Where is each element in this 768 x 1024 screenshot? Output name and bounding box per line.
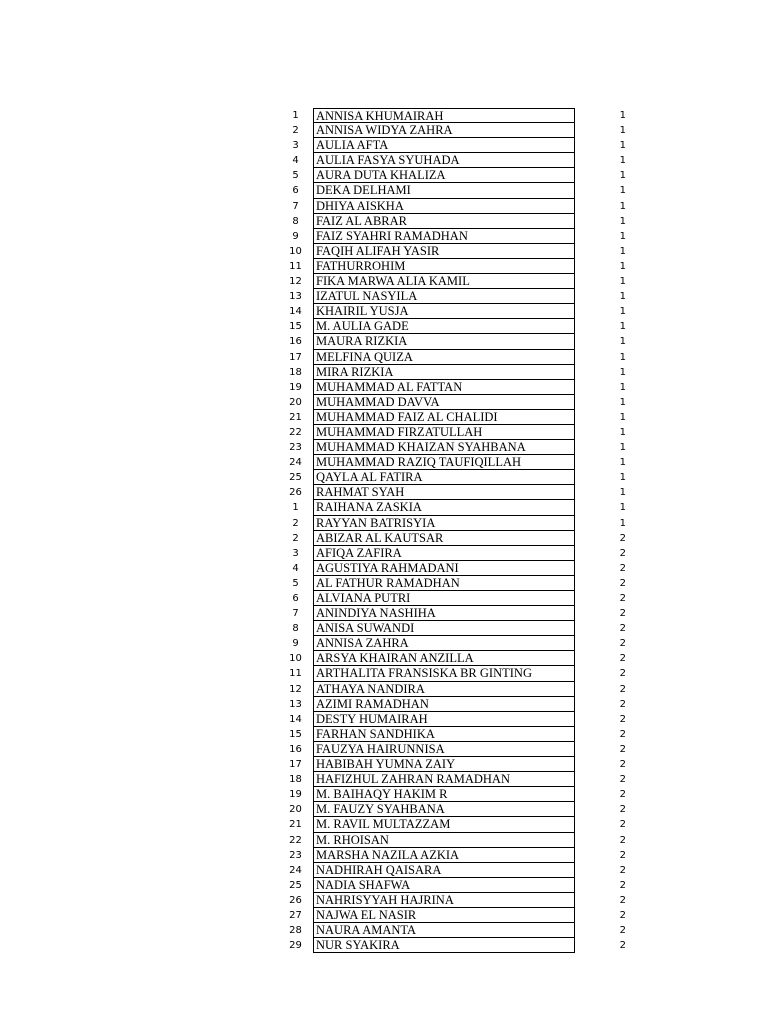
table-row (278, 168, 638, 183)
group-number: 2 (619, 608, 626, 620)
student-list-table (278, 108, 638, 953)
group-number: 2 (619, 879, 626, 891)
table-row (278, 893, 638, 908)
group-number: 1 (619, 155, 626, 167)
student-name: MUHAMMAD RAZIQ TAUFIQILLAH (313, 455, 575, 470)
row-number: 15 (289, 728, 302, 740)
student-name: ARSYA KHAIRAN ANZILLA (313, 651, 575, 666)
group-number: 2 (619, 774, 626, 786)
row-number: 17 (289, 351, 302, 363)
row-number: 11 (289, 260, 302, 272)
row-number: 24 (289, 457, 302, 469)
table-row (278, 425, 638, 440)
table-row (278, 878, 638, 893)
row-number: 5 (292, 577, 299, 589)
row-number: 25 (289, 472, 302, 484)
student-name: ATHAYA NANDIRA (313, 682, 575, 697)
group-number: 1 (619, 351, 626, 363)
table-row (278, 923, 638, 938)
group-number: 2 (619, 577, 626, 589)
group-number: 1 (619, 140, 626, 152)
student-name: MARSHA NAZILA AZKIA (313, 848, 575, 863)
group-number: 2 (619, 834, 626, 846)
row-number: 21 (289, 819, 302, 831)
group-number: 2 (619, 849, 626, 861)
row-number: 24 (289, 864, 302, 876)
table-row (278, 546, 638, 561)
table-row (278, 772, 638, 787)
group-number: 2 (619, 547, 626, 559)
group-number: 2 (619, 925, 626, 937)
student-name: HABIBAH YUMNA ZAIY (313, 757, 575, 772)
row-number: 18 (289, 774, 302, 786)
table-row (278, 531, 638, 546)
table-row (278, 244, 638, 259)
group-number: 1 (619, 170, 626, 182)
student-name: ARTHALITA FRANSISKA BR GINTING (313, 666, 575, 681)
row-number: 14 (289, 713, 302, 725)
group-number: 1 (619, 487, 626, 499)
row-number: 22 (289, 834, 302, 846)
student-name: M. AULIA GADE (313, 319, 575, 334)
student-name: AULIA AFTA (313, 138, 575, 153)
row-number: 3 (292, 140, 299, 152)
group-number: 2 (619, 593, 626, 604)
group-number: 2 (619, 683, 626, 695)
row-number: 12 (289, 276, 302, 288)
student-name: M. FAUZY SYAHBANA (313, 802, 575, 817)
student-name: NADHIRAH QAISARA (313, 863, 575, 878)
group-number: 1 (619, 110, 626, 121)
row-number: 11 (289, 668, 302, 680)
student-name: MUHAMMAD AL FATTAN (313, 380, 575, 395)
table-row (278, 863, 638, 878)
group-number: 1 (619, 185, 626, 197)
row-number: 23 (289, 442, 302, 454)
table-row (278, 651, 638, 666)
row-number: 20 (289, 804, 302, 816)
table-row (278, 470, 638, 485)
group-number: 1 (619, 366, 626, 378)
row-number: 12 (289, 683, 302, 695)
row-number: 10 (289, 653, 302, 665)
row-number: 6 (292, 185, 299, 197)
group-number: 2 (619, 759, 626, 771)
student-name: RAIHANA ZASKIA (313, 500, 575, 515)
student-name: NAHRISYYAH HAJRINA (313, 893, 575, 908)
group-number: 2 (619, 532, 626, 544)
row-number: 19 (289, 381, 302, 393)
row-number: 4 (292, 562, 299, 574)
table-row (278, 833, 638, 848)
group-number: 2 (619, 562, 626, 574)
student-name: FAIZ AL ABRAR (313, 214, 575, 229)
group-number: 1 (619, 336, 626, 348)
table-row (278, 848, 638, 863)
student-name: MUHAMMAD FAIZ AL CHALIDI (313, 410, 575, 425)
table-row (278, 561, 638, 576)
table-row (278, 621, 638, 636)
table-row (278, 289, 638, 304)
student-name: AULIA FASYA SYUHADA (313, 153, 575, 168)
table-row (278, 591, 638, 606)
student-name: NADIA SHAFWA (313, 878, 575, 893)
group-number: 1 (619, 457, 626, 469)
group-number: 1 (619, 306, 626, 318)
row-number: 3 (292, 547, 299, 559)
group-number: 2 (619, 623, 626, 635)
row-number: 13 (289, 698, 302, 710)
group-number: 1 (619, 291, 626, 303)
table-row (278, 757, 638, 772)
row-number: 25 (289, 879, 302, 891)
row-number: 7 (292, 200, 299, 212)
row-number: 16 (289, 743, 302, 755)
row-number: 26 (289, 487, 302, 499)
group-number: 2 (619, 698, 626, 710)
row-number: 20 (289, 396, 302, 408)
table-row (278, 817, 638, 832)
table-row (278, 183, 638, 198)
group-number: 1 (619, 426, 626, 438)
group-number: 1 (619, 396, 626, 408)
group-number: 2 (619, 804, 626, 816)
student-name: DHIYA AISKHA (313, 199, 575, 214)
student-name: M. RHOISAN (313, 833, 575, 848)
row-number: 8 (292, 215, 299, 227)
student-name: FAUZYA HAIRUNNISA (313, 742, 575, 757)
student-name: M. RAVIL MULTAZZAM (313, 817, 575, 832)
group-number: 2 (619, 728, 626, 740)
student-name: NUR SYAKIRA (313, 938, 575, 953)
row-number: 23 (289, 849, 302, 861)
group-number: 2 (619, 864, 626, 876)
row-number: 16 (289, 336, 302, 348)
student-name: QAYLA AL FATIRA (313, 470, 575, 485)
student-name: IZATUL NASYILA (313, 289, 575, 304)
table-row (278, 365, 638, 380)
group-number: 1 (619, 472, 626, 484)
student-name: NAJWA EL NASIR (313, 908, 575, 923)
student-name: HAFIZHUL ZAHRAN RAMADHAN (313, 772, 575, 787)
student-name: FARHAN SANDHIKA (313, 727, 575, 742)
row-number: 14 (289, 306, 302, 318)
table-row (278, 682, 638, 697)
row-number: 17 (289, 759, 302, 771)
table-row (278, 123, 638, 138)
table-row (278, 666, 638, 681)
student-name: FIKA MARWA ALIA KAMIL (313, 274, 575, 289)
row-number: 6 (292, 593, 299, 604)
group-number: 2 (619, 940, 626, 952)
student-name: M. BAIHAQY HAKIM R (313, 787, 575, 802)
student-name: MUHAMMAD FIRZATULLAH (313, 425, 575, 440)
student-name: ANNISA KHUMAIRAH (313, 108, 575, 123)
row-number: 2 (292, 517, 299, 529)
student-name: FAIZ SYAHRI RAMADHAN (313, 229, 575, 244)
student-name: AFIQA ZAFIRA (313, 546, 575, 561)
table-row (278, 516, 638, 531)
group-number: 2 (619, 653, 626, 665)
group-number: 1 (619, 125, 626, 137)
table-row (278, 274, 638, 289)
student-name: NAURA AMANTA (313, 923, 575, 938)
student-name: DEKA DELHAMI (313, 183, 575, 198)
student-name: ANNISA WIDYA ZAHRA (313, 123, 575, 138)
group-number: 1 (619, 200, 626, 212)
row-number: 7 (292, 608, 299, 620)
row-number: 13 (289, 291, 302, 303)
table-row (278, 108, 638, 123)
table-row (278, 199, 638, 214)
table-row (278, 259, 638, 274)
row-number: 2 (292, 532, 299, 544)
table-row (278, 334, 638, 349)
table-row (278, 395, 638, 410)
table-row (278, 455, 638, 470)
student-name: ALVIANA PUTRI (313, 591, 575, 606)
row-number: 15 (289, 321, 302, 333)
student-name: MUHAMMAD KHAIZAN SYAHBANA (313, 440, 575, 455)
group-number: 1 (619, 230, 626, 242)
row-number: 9 (292, 638, 299, 650)
row-number: 19 (289, 789, 302, 801)
student-name: AURA DUTA KHALIZA (313, 168, 575, 183)
table-row (278, 350, 638, 365)
row-number: 29 (289, 940, 302, 952)
group-number: 2 (619, 894, 626, 906)
student-name: MIRA RIZKIA (313, 365, 575, 380)
table-row (278, 787, 638, 802)
group-number: 2 (619, 713, 626, 725)
table-row (278, 938, 638, 953)
row-number: 27 (289, 909, 302, 921)
row-number: 10 (289, 245, 302, 257)
table-row (278, 138, 638, 153)
student-name: ANINDIYA NASHIHA (313, 606, 575, 621)
table-row (278, 727, 638, 742)
row-number: 1 (292, 502, 299, 514)
row-number: 28 (289, 925, 302, 937)
table-row (278, 908, 638, 923)
table-row (278, 304, 638, 319)
group-number: 1 (619, 517, 626, 529)
table-row (278, 380, 638, 395)
table-row (278, 410, 638, 425)
table-row (278, 153, 638, 168)
group-number: 1 (619, 442, 626, 454)
table-row (278, 229, 638, 244)
student-name: ABIZAR AL KAUTSAR (313, 531, 575, 546)
student-name: AZIMI RAMADHAN (313, 697, 575, 712)
student-name: RAHMAT SYAH (313, 485, 575, 500)
group-number: 2 (619, 743, 626, 755)
group-number: 1 (619, 215, 626, 227)
table-row (278, 214, 638, 229)
table-row (278, 606, 638, 621)
row-number: 9 (292, 230, 299, 242)
table-row (278, 485, 638, 500)
student-name: MELFINA QUIZA (313, 350, 575, 365)
student-name: KHAIRIL YUSJA (313, 304, 575, 319)
student-name: AGUSTIYA RAHMADANI (313, 561, 575, 576)
student-name: MUHAMMAD DAVVA (313, 395, 575, 410)
group-number: 1 (619, 260, 626, 272)
row-number: 1 (292, 110, 299, 121)
table-row (278, 636, 638, 651)
student-name: FAQIH ALIFAH YASIR (313, 244, 575, 259)
table-row (278, 697, 638, 712)
table-row (278, 500, 638, 515)
group-number: 1 (619, 321, 626, 333)
group-number: 1 (619, 245, 626, 257)
row-number: 2 (292, 125, 299, 137)
group-number: 2 (619, 668, 626, 680)
row-number: 18 (289, 366, 302, 378)
table-row (278, 742, 638, 757)
table-row (278, 712, 638, 727)
group-number: 2 (619, 638, 626, 650)
table-row (278, 440, 638, 455)
row-number: 8 (292, 623, 299, 635)
table-row (278, 576, 638, 591)
group-number: 1 (619, 381, 626, 393)
group-number: 2 (619, 819, 626, 831)
group-number: 1 (619, 276, 626, 288)
group-number: 2 (619, 909, 626, 921)
row-number: 21 (289, 411, 302, 423)
row-number: 5 (292, 170, 299, 182)
row-number: 4 (292, 155, 299, 167)
group-number: 1 (619, 411, 626, 423)
table-row (278, 319, 638, 334)
student-name: ANNISA ZAHRA (313, 636, 575, 651)
table-row (278, 802, 638, 817)
student-name: MAURA RIZKIA (313, 334, 575, 349)
student-name: DESTY HUMAIRAH (313, 712, 575, 727)
student-name: ANISA SUWANDI (313, 621, 575, 636)
student-name: FATHURROHIM (313, 259, 575, 274)
student-name: AL FATHUR RAMADHAN (313, 576, 575, 591)
row-number: 26 (289, 894, 302, 906)
student-name: RAYYAN BATRISYIA (313, 516, 575, 531)
group-number: 1 (619, 502, 626, 514)
group-number: 2 (619, 789, 626, 801)
row-number: 22 (289, 426, 302, 438)
